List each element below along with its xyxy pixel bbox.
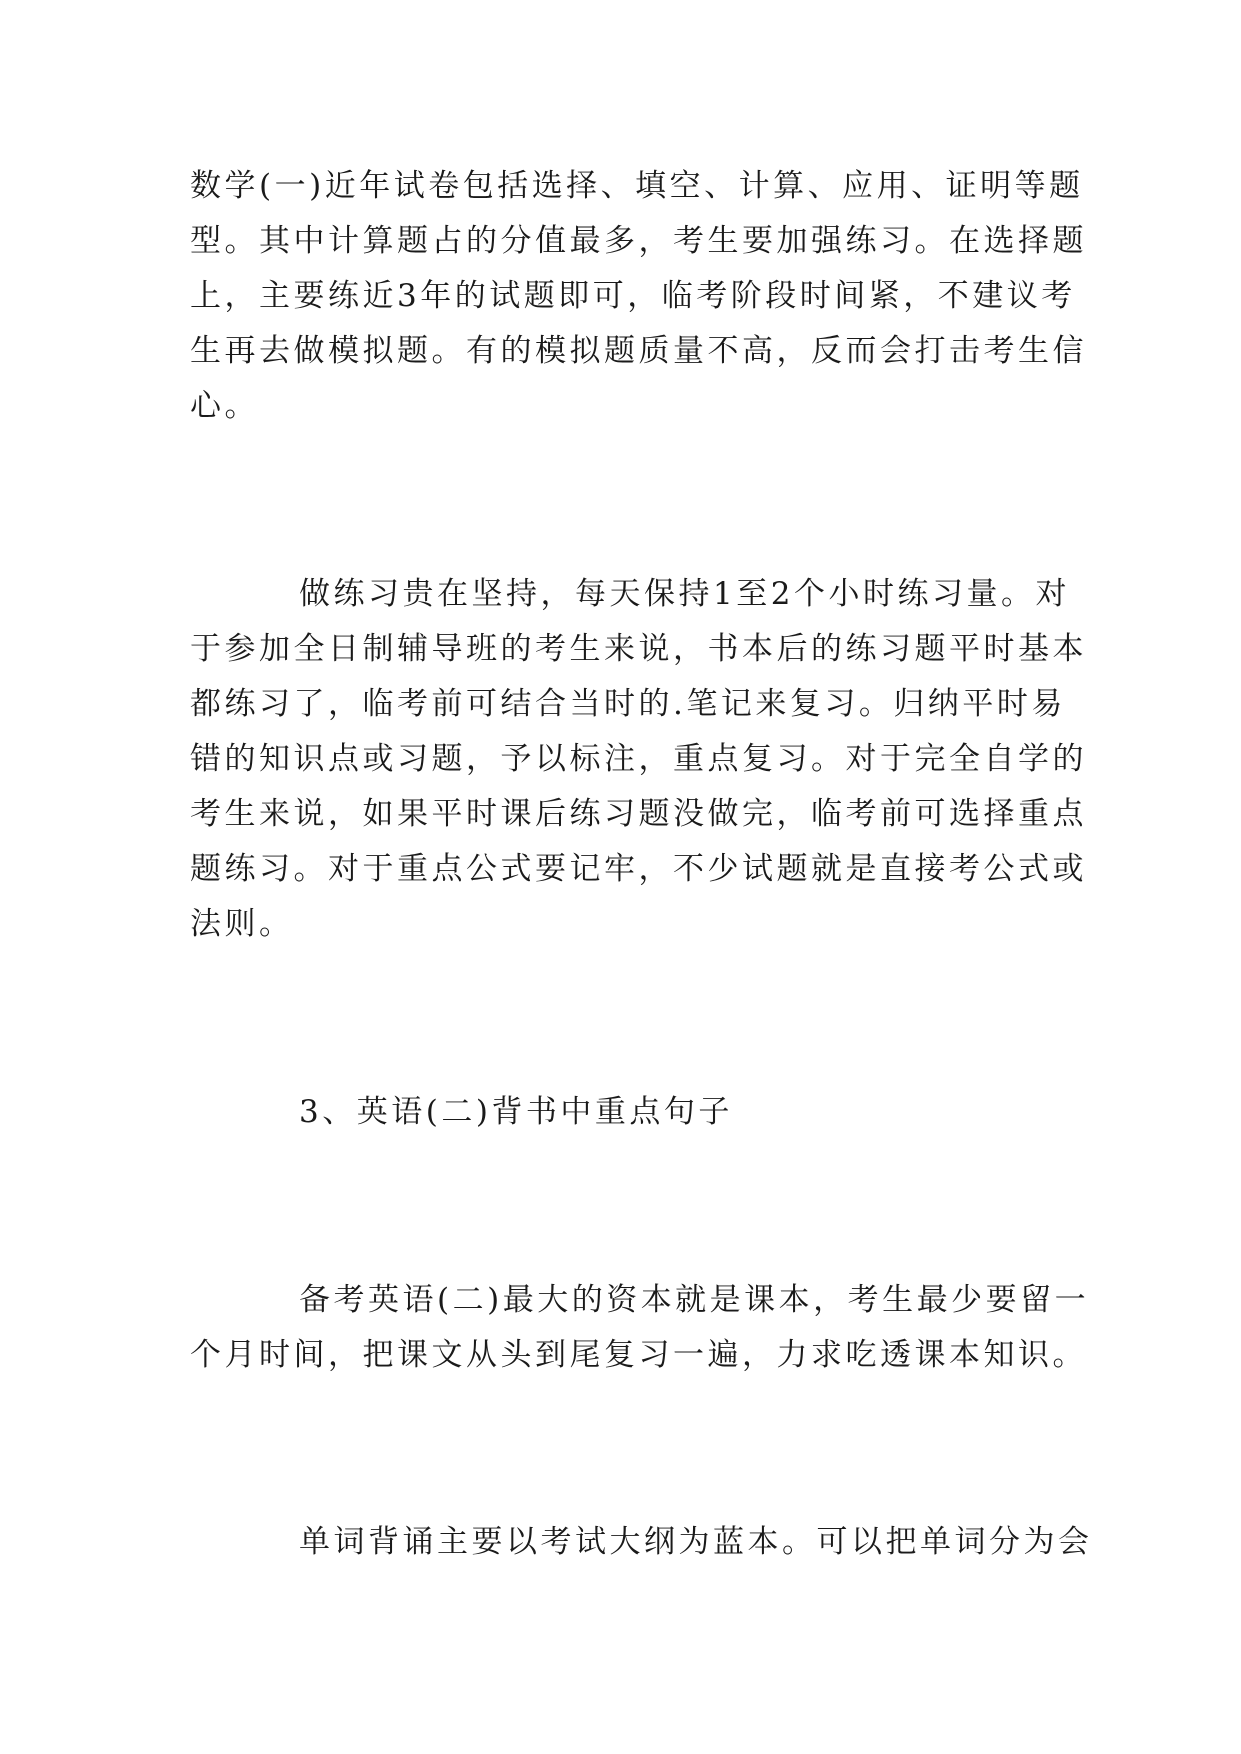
paragraph-line: 都练习了，临考前可结合当时的.笔记来复习。归纳平时易 [190,686,1066,722]
paragraph-line: 做练习贵在坚持，每天保持1至2个小时练习量。对 [299,576,1070,612]
paragraph-line: 数学(一)近年试卷包括选择、填空、计算、应用、证明等题 [190,168,1084,204]
paragraph-line: 题练习。对于重点公式要记牢，不少试题就是直接考公式或 [190,851,1087,887]
paragraph-line: 生再去做模拟题。有的模拟题质量不高，反而会打击考生信 [190,333,1087,369]
paragraph-line: 心。 [190,388,259,424]
section-heading: 3、英语(二)背书中重点句子 [299,1094,733,1130]
paragraph-line: 考生来说，如果平时课后练习题没做完，临考前可选择重点 [190,796,1087,832]
paragraph-line: 错的知识点或习题，予以标注，重点复习。对于完全自学的 [190,741,1087,777]
paragraph-line: 单词背诵主要以考试大纲为蓝本。可以把单词分为会 [299,1524,1093,1560]
paragraph-line: 法则。 [190,906,294,942]
paragraph-line: 备考英语(二)最大的资本就是课本，考生最少要留一 [299,1282,1090,1318]
paragraph-line: 于参加全日制辅导班的考生来说，书本后的练习题平时基本 [190,631,1087,667]
paragraph-line: 型。其中计算题占的分值最多，考生要加强练习。在选择题 [190,223,1087,259]
paragraph-line: 上，主要练近3年的试题即可，临考阶段时间紧，不建议考 [190,278,1076,314]
paragraph-line: 个月时间，把课文从头到尾复习一遍，力求吃透课本知识。 [190,1337,1087,1373]
